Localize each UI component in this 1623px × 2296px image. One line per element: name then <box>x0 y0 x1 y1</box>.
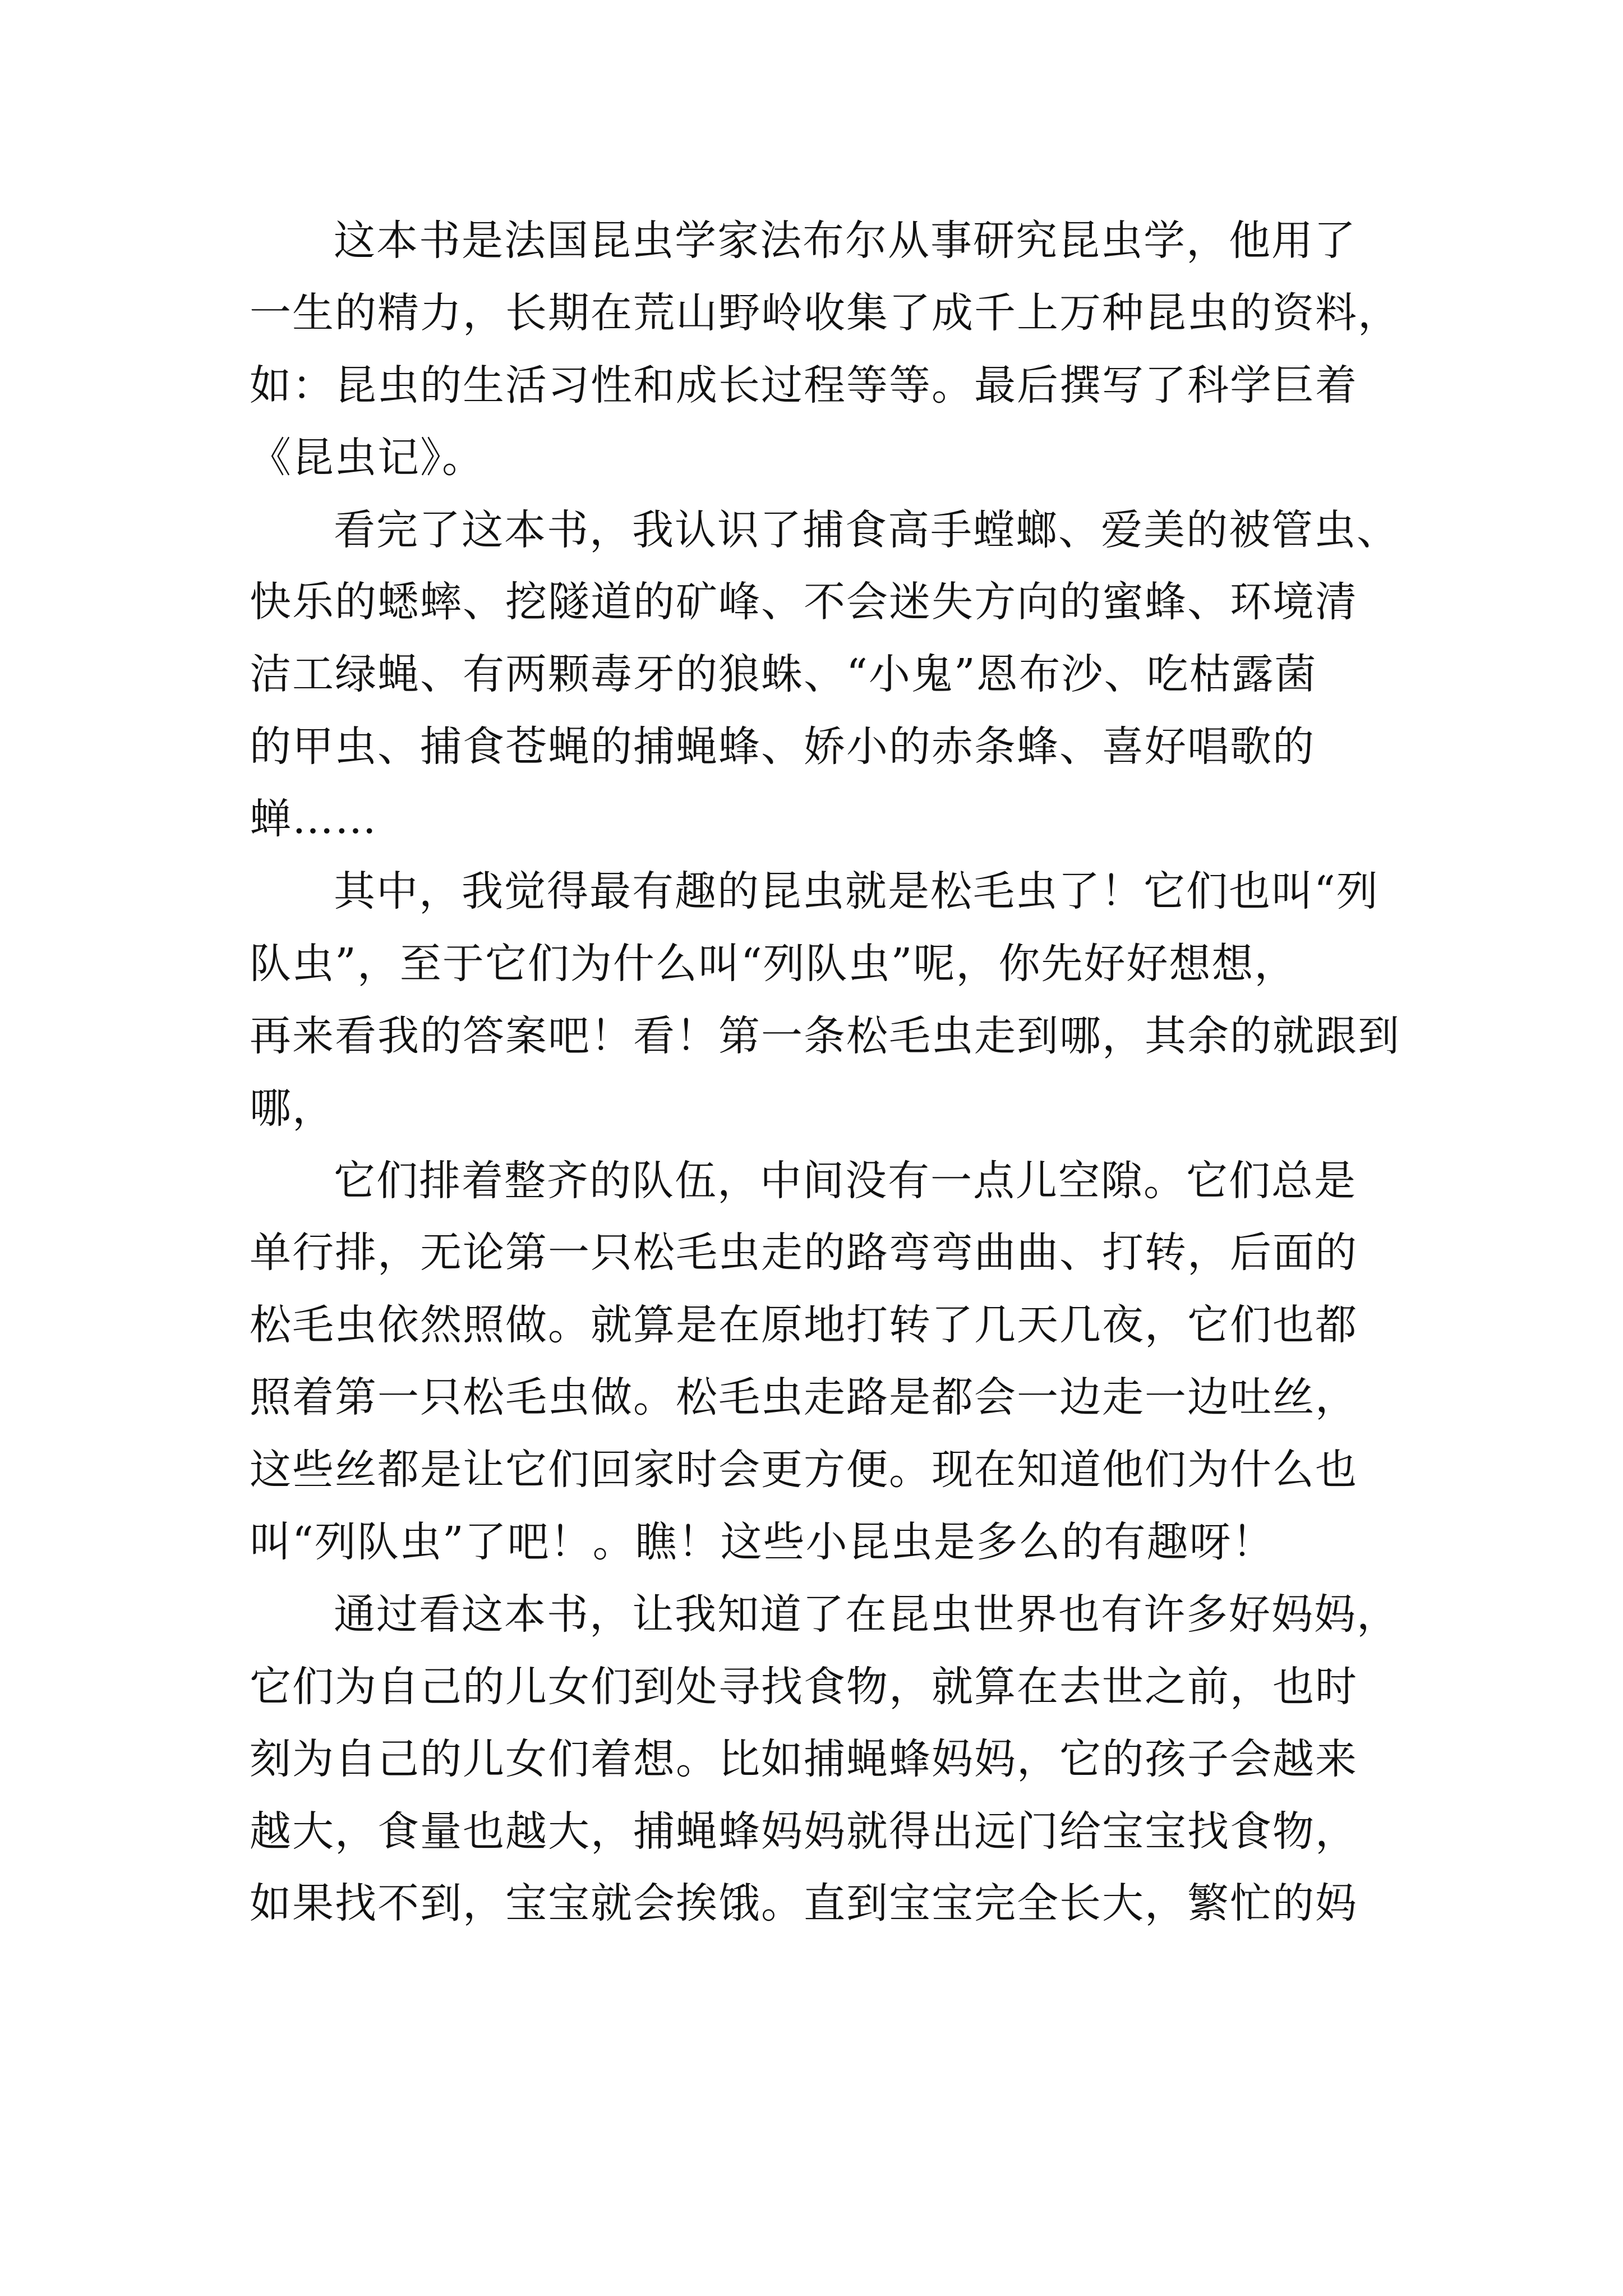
text-line: 松毛虫依然照做。就算是在原地打转了几天几夜，它们也都 <box>250 1301 1358 1350</box>
text-line: 通过看这本书，让我知道了在昆虫世界也有许多好妈妈， <box>334 1590 1399 1639</box>
text-line: 这些丝都是让它们回家时会更方便。现在知道他们为什么也 <box>250 1446 1358 1494</box>
text-line: 快乐的蟋蟀、挖隧道的矿峰、不会迷失方向的蜜蜂、环境清 <box>250 578 1358 627</box>
text-line: 《昆虫记》。 <box>250 433 485 482</box>
text-line: 的甲虫、捕食苍蝇的捕蝇蜂、娇小的赤条蜂、喜好唱歌的 <box>250 723 1315 771</box>
text-line: 单行排，无论第一只松毛虫走的路弯弯曲曲、打转，后面的 <box>250 1228 1358 1277</box>
text-line: 看完了这本书，我认识了捕食高手螳螂、爱美的被管虫、 <box>334 505 1399 554</box>
paragraph-1 <box>250 205 1400 494</box>
text-line: 它们排着整齐的队伍，中间没有一点儿空隙。它们总是 <box>334 1156 1357 1205</box>
text-line: 越大，食量也越大，捕蝇蜂妈妈就得出远门给宝宝找食物， <box>250 1807 1358 1856</box>
text-line: 叫“列队虫”了吧！。瞧！这些小昆虫是多么的有趣呀！ <box>250 1518 1275 1567</box>
text-line: 这本书是法国昆虫学家法布尔从事研究昆虫学，他用了 <box>334 217 1357 265</box>
text-line: 其中，我觉得最有趣的昆虫就是松毛虫了！它们也叫“列 <box>334 867 1379 916</box>
paragraph-2 <box>250 494 1399 855</box>
text-line: 哪， <box>250 1084 335 1133</box>
text-line: 如果找不到，宝宝就会挨饿。直到宝宝完全长大，繁忙的妈 <box>250 1879 1358 1928</box>
text-line: 照着第一只松毛虫做。松毛虫走路是都会一边走一边吐丝， <box>250 1373 1358 1422</box>
paragraph-4 <box>250 1145 1388 1579</box>
text-line: 洁工绿蝇、有两颗毒牙的狼蛛、“小鬼”恩布沙、吃枯露菌 <box>250 650 1317 699</box>
text-line: 再来看我的答案吧！看！第一条松毛虫走到哪，其余的就跟到 <box>250 1011 1400 1060</box>
paragraph-5 <box>250 1579 1399 1940</box>
text-line: 如：昆虫的生活习性和成长过程等等。最后撰写了科学巨着 <box>250 361 1358 409</box>
text-line: 一生的精力，长期在荒山野岭收集了成千上万种昆虫的资料， <box>250 288 1400 337</box>
text-line: 它们为自己的儿女们到处寻找食物，就算在去世之前，也时 <box>250 1662 1358 1711</box>
paragraph-3 <box>250 855 1400 1145</box>
document-body <box>250 205 1400 1940</box>
text-line: 刻为自己的儿女们着想。比如捕蝇蜂妈妈，它的孩子会越来 <box>250 1734 1358 1783</box>
text-line: 队虫”，至于它们为什么叫“列队虫”呢，你先好好想想， <box>250 939 1297 988</box>
text-line: 蝉…… <box>250 795 377 844</box>
